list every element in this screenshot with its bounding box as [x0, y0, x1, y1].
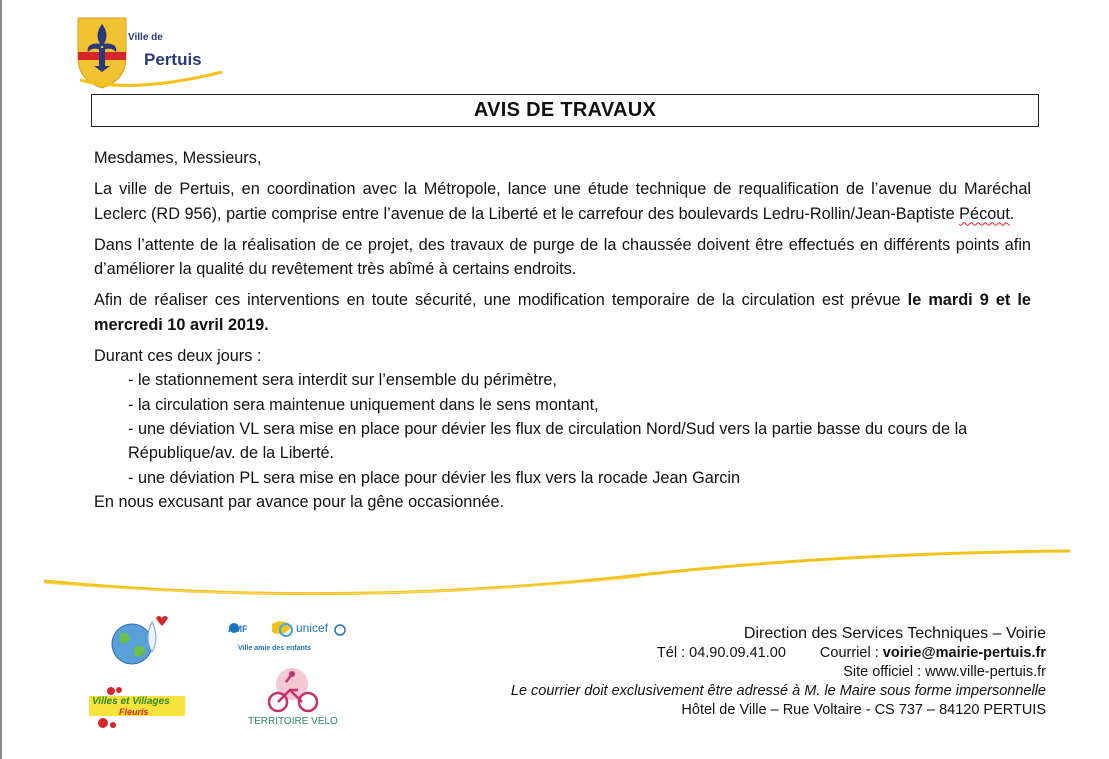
amf-unicef-logo	[224, 618, 348, 658]
list-item: - une déviation VL sera mise en place pour dévier les flux de circulation Nord/Sud vers la partie basse du cours de la République/av. de la Liberté.	[128, 419, 968, 463]
list-item: - la circulation sera maintenue uniquement dans le sens montant,	[128, 395, 599, 414]
territoire-velo-text: TERRITOIRE VÉLO	[248, 716, 338, 727]
footer-contact	[346, 624, 1046, 720]
logo-big-text: Pertuis	[144, 50, 202, 69]
page-edge-rule	[0, 0, 2, 759]
villes-fleuris-line2: Fleuris	[119, 707, 149, 717]
closing: En nous excusant par avance pour la gêne occasionnée.	[94, 492, 505, 511]
paragraph-dates-text: Afin de réaliser ces interventions en toute sécurité, une modification temporaire de la circulation est prévue	[94, 291, 908, 310]
paragraph-dates	[94, 288, 1031, 337]
email-link[interactable]: voirie@mairie-pertuis.fr	[882, 645, 1046, 661]
villes-fleuris-line1: Villes et Villages	[92, 696, 170, 707]
earth-drop-icon	[108, 612, 174, 672]
list-item: - le stationnement sera interdit sur l’ensemble du périmètre,	[128, 371, 557, 390]
ville-de-pertuis-logo	[74, 14, 224, 94]
email-label: Courriel :	[819, 645, 883, 661]
amf-text: AMF	[228, 624, 248, 634]
mail-notice: Le courrier doit exclusivement être adressé à M. le Maire sous forme impersonnelle	[510, 683, 1046, 699]
measures-list	[94, 368, 1031, 489]
paragraph-project-text: La ville de Pertuis, en coordination avec la Métropole, lance une étude technique de requalification de l’avenue du Maréchal Leclerc (RD 956), partie comprise entre l’avenue de la Liberté et le carrefour des boulevards Ledru-Rollin/Jean-Baptiste	[94, 180, 1031, 223]
territoire-velo-logo	[246, 668, 338, 734]
notice-body	[94, 146, 1031, 514]
unicef-subtitle: Ville amie des enfants	[238, 645, 312, 652]
paragraph-project-name: Pécout	[959, 204, 1010, 223]
postal-address: Hôtel de Ville – Rue Voltaire - CS 737 – 84120 PERTUIS	[681, 702, 1046, 718]
paragraph-project	[94, 177, 1031, 226]
paragraph-project-end: .	[1009, 204, 1015, 223]
phone-number: Tél : 04.90.09.41.00	[656, 645, 786, 661]
contact-row	[346, 644, 1046, 663]
department-name: Direction des Services Techniques – Voirie	[743, 625, 1046, 642]
list-intro: Durant ces deux jours :	[94, 347, 262, 366]
greeting: Mesdames, Messieurs,	[94, 149, 262, 167]
page-title: AVIS DE TRAVAUX	[473, 99, 657, 121]
eco-drop-logo	[108, 612, 174, 677]
flower-icon	[89, 686, 187, 730]
logo-small-text: Ville de	[128, 32, 163, 43]
bicycle-icon	[246, 668, 338, 718]
yellow-swoosh-divider	[40, 545, 1075, 605]
unicef-text: unicef	[296, 621, 329, 635]
title-box	[91, 94, 1039, 127]
paragraph-dates-bold: le mardi 9 et le mercredi 10 avril 2019.	[94, 291, 1031, 334]
list-item: - une déviation PL sera mise en place pour dévier les flux vers la rocade Jean Garcin	[128, 468, 741, 487]
website-link[interactable]: Site officiel : www.ville-pertuis.fr	[843, 664, 1046, 680]
paragraph-works: Dans l’attente de la réalisation de ce projet, des travaux de purge de la chaussée doivent être effectués en différents points afin d’améliorer la qualité du revêtement très abîmé à certains endroits.	[94, 235, 1031, 279]
villes-fleuris-logo	[89, 686, 187, 730]
